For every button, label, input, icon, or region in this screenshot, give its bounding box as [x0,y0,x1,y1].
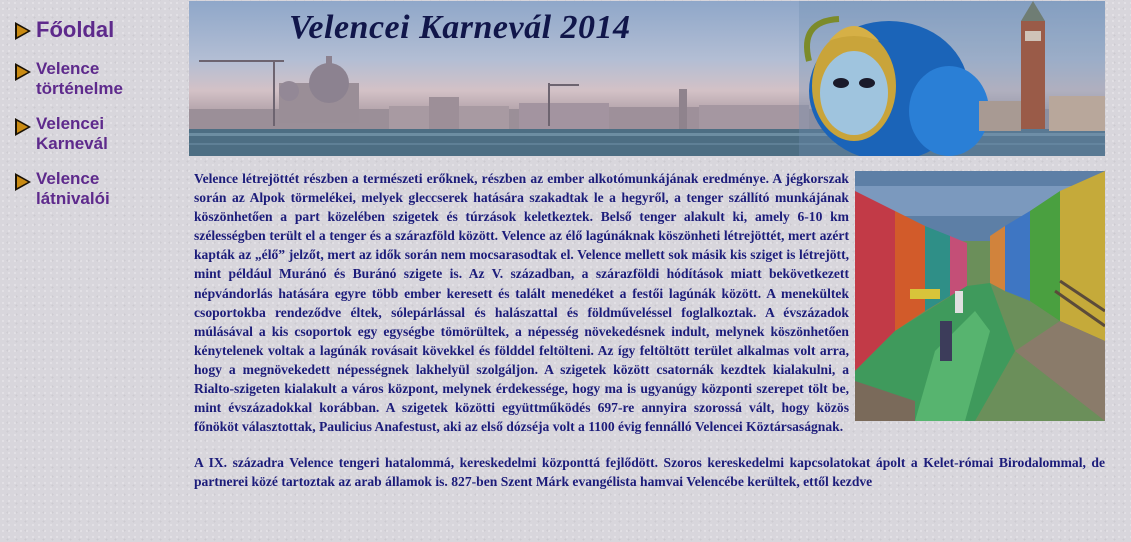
nav-label-home[interactable]: Főoldal [36,17,115,42]
page-title: Velencei Karnevál 2014 [289,9,631,46]
nav-item-home[interactable] [14,16,184,44]
canal-image [855,171,1105,421]
article-paragraph-1: Velence létrejöttét részben a természeti erőknek, részben az ember alkotómunkájának eredménye. A jégkorszak során az Alpok törmelékei, melyek gleccserek hatására szakadtak le a hegyről, a tenger szállító munkájának köszönhetően a part közelében szigetek és túrzások keletkeztek. Belső tenger alakult ki, amely 6-10 km szélességben terült el a tenger és a szárazföld között. Velence az élő lagúnáknak köszönheti létrejöttét, mert azért kapták az „élő” jelzőt, mert az idők során nem mocsarasodtak el. Velence mellett sok másik kis sziget is létrejött, mint például Muránó és Buránó szigete is. Az V. században, a szárazföldi hódítások miatt bekövetkezett népvándorlás hatására egyre több ember keresett és talált menedéket a festői lagúnák között. A menekültek csoportokba rendeződve éltek, sólepárlással és halászattal és földműveléssel foglalkoztak. A évszázadok múlásával a kis csoportok egy egységbe tömörültek, a népesség növekedésnek indult, melynek köszönhetően kénytelenek voltak a lagúnák rovásait kövekkel és földdel feltölteni. Az így feltöltött terület alkalmas volt arra, hogy a megnövekedett népességnek lakhelyül szolgáljon. A szigetek között csatornák kezdtek kialakulni, a Rialto-szigeten kialakult a város központ, melynek érdekessége, hogy ma is ugyanúgy központi szerepet tölt be, mint évszázadokkal korábban. A szigetek közötti együttműködés 697-re annyira szorossá vált, hogy közös főnököt választottak, Paulicius Anafestust, aki az első dózséja volt a 1100 évig fennálló Velencei Köztársaságnak. [194,171,849,435]
canal-photo [855,171,1105,421]
nav-label-sights[interactable]: Velence látnivalói [36,169,110,208]
triangle-arrow-icon [14,172,32,192]
nav-item-sights[interactable] [14,169,184,209]
header-banner [189,1,1105,156]
article-paragraph-2: A IX. századra Velence tengeri hatalommá, kereskedelmi központtá fejlődött. Szoros kereskedelmi kapcsolatokat ápolt a Kelet-római Birodalommal, de partnerei közé tartoztak az arab államok is. 827-ben Szent Márk evangélista hamvai Velencébe kerültek, ettől kezdve [194,455,1105,490]
nav-label-carnival[interactable]: Velencei Karnevál [36,114,108,153]
nav-item-history[interactable] [14,59,184,99]
nav-label-history[interactable]: Velence történelme [36,59,123,98]
triangle-arrow-icon [14,62,32,82]
main-content [194,169,1105,509]
nav-item-carnival[interactable] [14,114,184,154]
triangle-arrow-icon [14,117,32,137]
triangle-arrow-icon [14,21,32,41]
main-navigation [14,16,184,224]
